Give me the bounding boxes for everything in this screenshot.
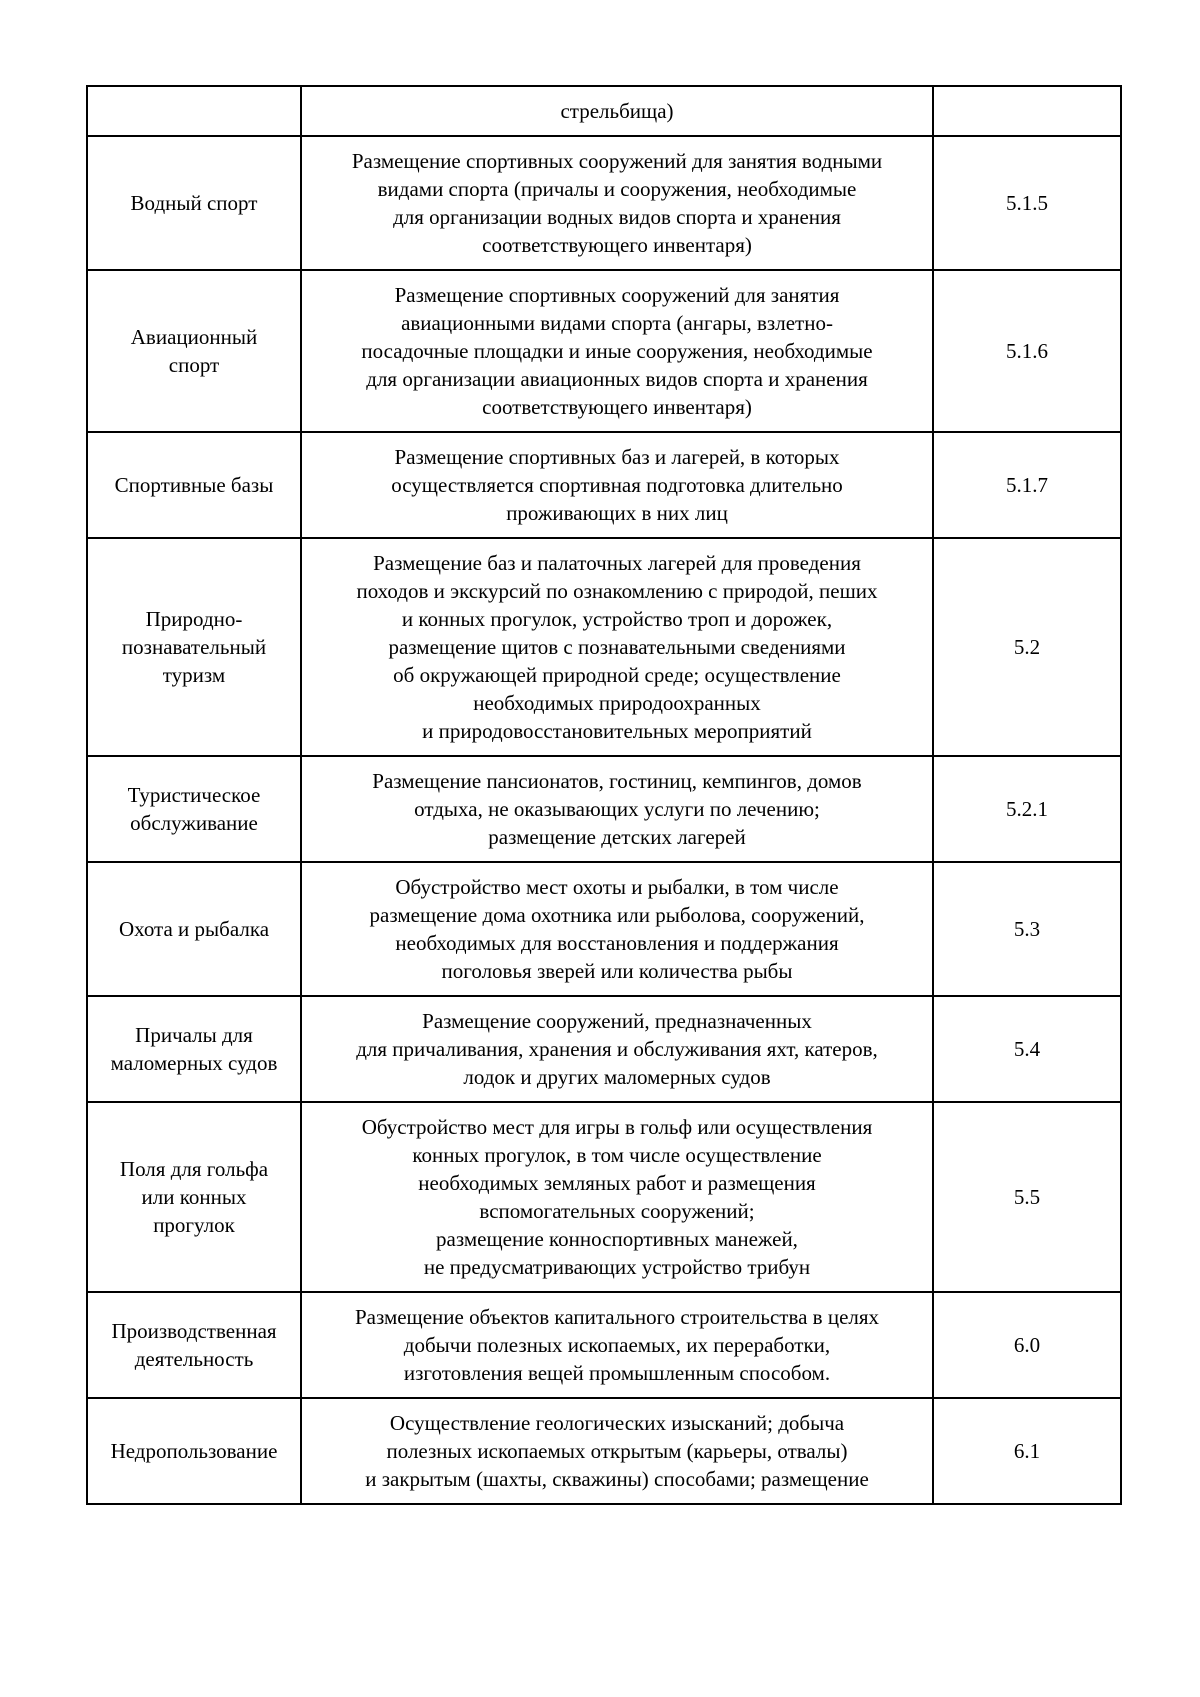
description-line: размещение конноспортивных манежей, (436, 1227, 798, 1251)
description-line: соответствующего инвентаря) (482, 233, 752, 257)
description-line: поголовья зверей или количества рыбы (441, 959, 793, 983)
use-code-cell: 5.3 (933, 862, 1121, 996)
description-line: осуществляется спортивная подготовка длительно (391, 473, 843, 497)
name-line: обслуживание (130, 811, 258, 835)
name-line: Спортивные базы (114, 473, 274, 497)
use-description-cell (301, 862, 933, 996)
description-line: отдыха, не оказывающих услуги по лечению; (414, 797, 820, 821)
use-name-cell (87, 136, 301, 270)
name-line: Недропользование (110, 1439, 278, 1463)
description-line: изготовления вещей промышленным способом. (403, 1361, 831, 1385)
description-line: для причаливания, хранения и обслуживания яхт, катеров, (356, 1037, 878, 1061)
description-line: конных прогулок, в том числе осуществление (412, 1143, 822, 1167)
name-line: Поля для гольфа (119, 1157, 269, 1181)
name-line: туризм (162, 663, 226, 687)
description-line: для организации авиационных видов спорта и хранения (366, 367, 868, 391)
use-name-cell (87, 432, 301, 538)
table-row (87, 538, 1121, 756)
name-line: или конных (141, 1185, 247, 1209)
name-line: маломерных судов (110, 1051, 278, 1075)
table-row (87, 136, 1121, 270)
table-row (87, 996, 1121, 1102)
use-code-cell: 6.0 (933, 1292, 1121, 1398)
description-line: походов и экскурсий по ознакомлению с природой, пеших (356, 579, 878, 603)
name-line: Туристическое (127, 783, 261, 807)
table-row (87, 1292, 1121, 1398)
description-line: для организации водных видов спорта и хранения (393, 205, 841, 229)
description-line: об окружающей природной среде; осуществление (393, 663, 841, 687)
description-line: посадочные площадки и иные сооружения, необходимые (361, 339, 873, 363)
description-line: Размещение спортивных сооружений для занятия водными (351, 149, 883, 173)
description-line: Размещение баз и палаточных лагерей для проведения (373, 551, 861, 575)
description-line: Размещение пансионатов, гостиниц, кемпингов, домов (372, 769, 862, 793)
name-line: Водный спорт (130, 191, 258, 215)
description-line: проживающих в них лиц (506, 501, 728, 525)
description-line: Размещение спортивных сооружений для занятия (394, 283, 840, 307)
use-description-cell (301, 756, 933, 862)
description-line: Обустройство мест охоты и рыбалки, в том числе (395, 875, 839, 899)
use-description-cell (301, 136, 933, 270)
use-code-cell (933, 86, 1121, 136)
use-code-cell: 5.1.6 (933, 270, 1121, 432)
description-line: необходимых земляных работ и размещения (418, 1171, 816, 1195)
use-name-cell (87, 1292, 301, 1398)
description-line: лодок и других маломерных судов (463, 1065, 771, 1089)
name-line: Охота и рыбалка (118, 917, 270, 941)
description-line: полезных ископаемых открытым (карьеры, отвалы) (386, 1439, 848, 1463)
use-name-cell (87, 270, 301, 432)
description-line: Осуществление геологических изысканий; добыча (389, 1411, 845, 1435)
table-row (87, 1102, 1121, 1292)
use-code-cell: 5.2.1 (933, 756, 1121, 862)
description-line: не предусматривающих устройство трибун (423, 1255, 811, 1279)
table-row (87, 270, 1121, 432)
description-line: Размещение сооружений, предназначенных (422, 1009, 812, 1033)
table-row (87, 1398, 1121, 1504)
use-code-cell: 6.1 (933, 1398, 1121, 1504)
use-name-cell (87, 538, 301, 756)
name-line: прогулок (153, 1213, 235, 1237)
use-name-cell (87, 996, 301, 1102)
table-row (87, 432, 1121, 538)
description-line: стрельбища) (560, 99, 674, 123)
use-name-cell (87, 1102, 301, 1292)
name-line: Авиационный (130, 325, 258, 349)
name-line: Природно- (145, 607, 243, 631)
use-description-cell (301, 1398, 933, 1504)
description-line: соответствующего инвентаря) (482, 395, 752, 419)
description-line: авиационными видами спорта (ангары, взлетно- (401, 311, 833, 335)
use-code-cell: 5.4 (933, 996, 1121, 1102)
description-line: добычи полезных ископаемых, их переработки, (403, 1333, 831, 1357)
use-description-cell (301, 1102, 933, 1292)
name-line: спорт (168, 353, 220, 377)
description-line: вспомогательных сооружений; (479, 1199, 755, 1223)
name-line: Причалы для (135, 1023, 253, 1047)
use-description-cell (301, 1292, 933, 1398)
description-line: размещение щитов с познавательными сведениями (388, 635, 846, 659)
description-line: необходимых природоохранных (473, 691, 761, 715)
table-row (87, 862, 1121, 996)
use-name-cell (87, 862, 301, 996)
use-name-cell (87, 86, 301, 136)
description-line: Размещение объектов капитального строительства в целях (354, 1305, 880, 1329)
use-description-cell (301, 86, 933, 136)
use-code-cell: 5.5 (933, 1102, 1121, 1292)
use-code-cell: 5.1.7 (933, 432, 1121, 538)
use-description-cell (301, 538, 933, 756)
description-line: размещение дома охотника или рыболова, сооружений, (369, 903, 865, 927)
description-line: необходимых для восстановления и поддержания (395, 931, 839, 955)
use-name-cell (87, 756, 301, 862)
description-line: и природовосстановительных мероприятий (422, 719, 812, 743)
use-description-cell (301, 432, 933, 538)
use-code-cell: 5.2 (933, 538, 1121, 756)
use-description-cell (301, 996, 933, 1102)
description-line: видами спорта (причалы и сооружения, необходимые (377, 177, 857, 201)
description-line: Обустройство мест для игры в гольф или осуществления (361, 1115, 873, 1139)
land-use-table (86, 85, 1122, 1505)
name-line: познавательный (121, 635, 267, 659)
name-line: деятельность (134, 1347, 254, 1371)
description-line: и закрытым (шахты, скважины) способами; размещение (365, 1467, 869, 1491)
description-line: Размещение спортивных баз и лагерей, в которых (394, 445, 840, 469)
use-name-cell (87, 1398, 301, 1504)
table-row (87, 86, 1121, 136)
table-row (87, 756, 1121, 862)
use-description-cell (301, 270, 933, 432)
use-code-cell: 5.1.5 (933, 136, 1121, 270)
description-line: размещение детских лагерей (488, 825, 746, 849)
name-line: Производственная (111, 1319, 277, 1343)
description-line: и конных прогулок, устройство троп и дорожек, (401, 607, 833, 631)
